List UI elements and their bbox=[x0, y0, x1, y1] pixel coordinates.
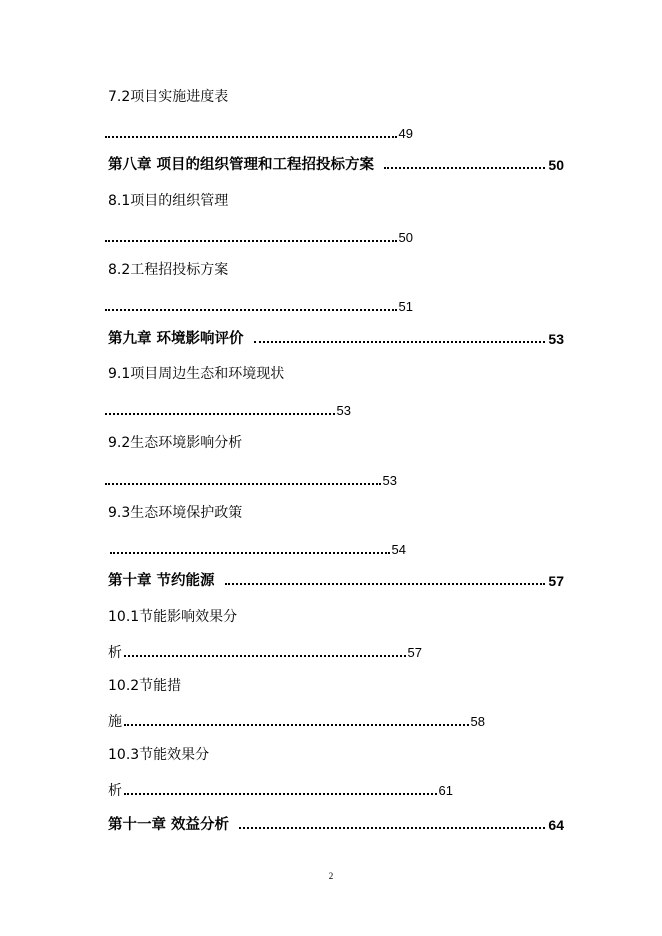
toc-entry-7-2-leader bbox=[103, 126, 413, 142]
toc-entry-9-2-page: 53 bbox=[382, 473, 397, 488]
toc-chapter-10 bbox=[108, 572, 564, 590]
dot-leader bbox=[110, 552, 390, 554]
toc-chapter-10-page: 57 bbox=[548, 573, 564, 589]
toc-entry-10-1-title-cont: 析 bbox=[108, 645, 122, 661]
toc-entry-9-2-title: 9.2生态环境影响分析 bbox=[108, 435, 243, 451]
dot-leader bbox=[105, 413, 335, 415]
toc-chapter-11-title: 第十一章 效益分析 bbox=[108, 817, 230, 833]
toc-entry-10-2-title-cont: 施 bbox=[108, 714, 122, 730]
toc-entry-10-2-title: 10.2节能措 bbox=[108, 678, 182, 694]
dot-leader bbox=[105, 240, 397, 242]
toc-entry-10-1-leader bbox=[108, 645, 422, 661]
dot-leader bbox=[254, 341, 546, 343]
toc-entry-9-1-title: 9.1项目周边生态和环境现状 bbox=[108, 366, 285, 382]
toc-entry-9-1-page: 53 bbox=[336, 403, 351, 418]
dot-leader bbox=[124, 793, 437, 795]
toc-entry-10-3-title: 10.3节能效果分 bbox=[108, 747, 210, 763]
toc-chapter-10-title: 第十章 节约能源 bbox=[108, 573, 215, 589]
toc-entry-8-1-title: 8.1项目的组织管理 bbox=[108, 193, 229, 209]
toc-entry-10-2-page: 58 bbox=[470, 714, 485, 729]
toc-chapter-11-page: 64 bbox=[548, 817, 564, 833]
toc-entry-9-1-leader bbox=[103, 403, 351, 419]
toc-entry-7-2-page: 49 bbox=[398, 126, 413, 141]
toc-chapter-11 bbox=[108, 816, 564, 834]
toc-entry-7-2-title: 7.2项目实施进度表 bbox=[108, 89, 229, 105]
toc-entry-10-3-page: 61 bbox=[438, 783, 453, 798]
toc-chapter-9 bbox=[108, 330, 564, 348]
toc-chapter-8-title: 第八章 项目的组织管理和工程招投标方案 bbox=[108, 157, 375, 173]
toc-entry-10-3-leader bbox=[108, 783, 453, 799]
toc-chapter-9-title: 第九章 环境影响评价 bbox=[108, 331, 244, 347]
toc-chapter-8 bbox=[108, 156, 564, 174]
toc-entry-9-3-page: 54 bbox=[391, 542, 406, 557]
dot-leader bbox=[105, 309, 397, 311]
toc-entry-10-2-leader bbox=[108, 714, 485, 730]
toc-entry-8-2-page: 51 bbox=[398, 299, 413, 314]
dot-leader bbox=[124, 655, 406, 657]
toc-chapter-9-page: 53 bbox=[548, 331, 564, 347]
toc-entry-8-1-page: 50 bbox=[398, 230, 413, 245]
dot-leader bbox=[239, 827, 545, 829]
dot-leader bbox=[105, 136, 397, 138]
dot-leader bbox=[225, 583, 546, 585]
toc-entry-8-1-leader bbox=[103, 230, 413, 246]
toc-entry-8-2-title: 8.2工程招投标方案 bbox=[108, 262, 229, 278]
toc-entry-10-3-title-cont: 析 bbox=[108, 783, 122, 799]
dot-leader bbox=[124, 724, 469, 726]
toc-entry-10-1-title: 10.1节能影响效果分 bbox=[108, 609, 238, 625]
toc-entry-9-3-title: 9.3生态环境保护政策 bbox=[108, 505, 243, 521]
toc-entry-9-3-leader bbox=[108, 542, 406, 558]
toc-entry-10-1-page: 57 bbox=[407, 645, 422, 660]
page-number: 2 bbox=[328, 871, 334, 881]
dot-leader bbox=[384, 167, 545, 169]
toc-entry-9-2-leader bbox=[103, 473, 397, 489]
toc-chapter-8-page: 50 bbox=[548, 157, 564, 173]
dot-leader bbox=[105, 483, 381, 485]
toc-entry-8-2-leader bbox=[103, 299, 413, 315]
